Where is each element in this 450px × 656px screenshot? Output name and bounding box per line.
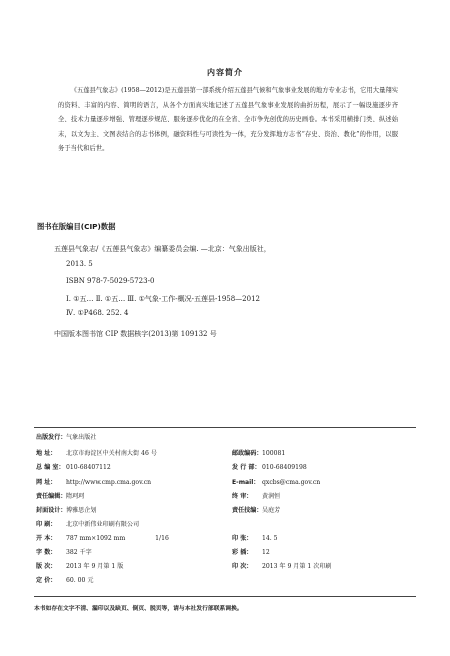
format-value: 787 mm×1092 mm: [66, 535, 126, 542]
editorial-phone-label: 总 编 室：: [36, 464, 65, 471]
tech-editor-label: 责任技编：: [232, 507, 263, 514]
edition-value: 2013 年 9 月第 1 版: [66, 563, 124, 570]
postcode-value: 100081: [262, 450, 286, 457]
format-row: [36, 533, 169, 542]
address-value: 北京市海淀区中关村南大街 46 号: [66, 450, 157, 457]
printer-row: [36, 519, 139, 528]
cover-design-row: [36, 505, 96, 514]
sheets-value: 14. 5: [262, 535, 278, 542]
printing-label: 印 次：: [232, 563, 253, 570]
chief-editor-value: 黄润恒: [262, 493, 281, 500]
price-value: 60. 00 元: [66, 577, 94, 584]
words-row: [36, 547, 92, 556]
printing-row: [232, 561, 332, 570]
printer-label: 印 刷：: [36, 521, 57, 528]
cip-line-date: 2013. 5: [66, 260, 93, 268]
plates-row: [232, 547, 270, 556]
tech-editor-value: 吴庭芳: [262, 507, 281, 514]
cover-design-label: 封面设计：: [36, 507, 67, 514]
sales-phone-label: 发 行 部：: [232, 464, 261, 471]
format-label: 开 本：: [36, 535, 57, 542]
address-row: [36, 448, 157, 457]
divider-bottom: [34, 596, 416, 597]
cip-line-clc: Ⅳ. ①P468. 252. 4: [66, 309, 129, 317]
intro-title: 内容简介: [207, 68, 243, 77]
sheets-row: [232, 533, 278, 542]
cip-line-classification: Ⅰ. ①五… Ⅱ. ①五… Ⅲ. ①气象-工作-概况-五莲县-1958—2012: [66, 295, 260, 303]
cip-line-isbn: ISBN 978-7-5029-5723-0: [66, 277, 155, 285]
plates-label: 彩 插：: [232, 549, 253, 556]
cip-line-record: 中国版本图书馆 CIP 数据核字(2013)第 109132 号: [54, 330, 217, 338]
editor-value: 隋珂珂: [66, 493, 85, 500]
printing-value: 2013 年 9 月第 1 次印刷: [262, 563, 332, 570]
plates-value: 12: [262, 549, 270, 556]
editor-label: 责任编辑：: [36, 493, 67, 500]
email-row: [232, 477, 320, 486]
editorial-phone-value: 010-68407112: [66, 464, 111, 471]
editor-row: [36, 491, 84, 500]
price-label: 定 价：: [36, 577, 57, 584]
price-row: [36, 575, 93, 584]
publisher-value: 气象出版社: [66, 434, 97, 441]
edition-row: [36, 561, 123, 570]
tech-editor-row: [232, 505, 280, 514]
edition-label: 版 次：: [36, 563, 57, 570]
email-value: qxcbs@cma.gov.cn: [262, 479, 321, 486]
sales-phone-value: 010-68409198: [262, 464, 307, 471]
sales-phone-row: [232, 462, 307, 471]
cip-line-title: 五莲县气象志/《五莲县气象志》编纂委员会编. —北京：气象出版社，: [54, 245, 271, 253]
footer-note: 本书如存在文字不清、漏印以及缺页、倒页、脱页等，请与本社发行部联系调换。: [34, 606, 243, 612]
printer-value: 北京中新伟业印刷有限公司: [66, 521, 140, 528]
words-label: 字 数：: [36, 549, 57, 556]
website-row: [36, 477, 151, 486]
sheets-label: 印 张：: [232, 535, 253, 542]
divider-top: [34, 427, 416, 428]
website-label: 网 址：: [36, 479, 57, 486]
chief-editor-row: [232, 491, 280, 500]
chief-editor-label: 终 审：: [232, 493, 253, 500]
publisher-label: 出版发行：: [36, 434, 67, 441]
intro-text: 《五莲县气象志》(1958—2012)是五莲县第一部系统介绍五莲县气候和气象事业发展的地方专业志书，它用大量翔实的资料、丰富的内容、简明的语言，从各个方面真实地记述了五莲县气象事业发展的曲折历程，展示了一幅设施逐步齐全、技术力量逐步增强、管理逐步规范、服务逐步优化的在全省、全市争先创优的历史画卷。本书采用横排门类、纵述始末，以文为主、文图表结合的志书体例，融资料性与可读性为一体，充分发挥地方志书“存史、资治、教化”的作用，以服务于当代和后世。: [58, 87, 398, 153]
publisher-row: [36, 432, 96, 441]
cover-design-value: 博雅思企划: [66, 507, 97, 514]
words-value: 382 千字: [66, 549, 92, 556]
editorial-phone-row: [36, 462, 111, 471]
format-fraction: 1/16: [155, 535, 169, 542]
address-label: 地 址：: [36, 450, 57, 457]
website-value: http://www.cmp.cma.gov.cn: [66, 479, 152, 486]
email-label: E-mail：: [232, 479, 260, 486]
postcode-label: 邮政编码：: [232, 450, 263, 457]
cip-heading: 图书在版编目(CIP)数据: [37, 222, 116, 231]
postcode-row: [232, 448, 285, 457]
